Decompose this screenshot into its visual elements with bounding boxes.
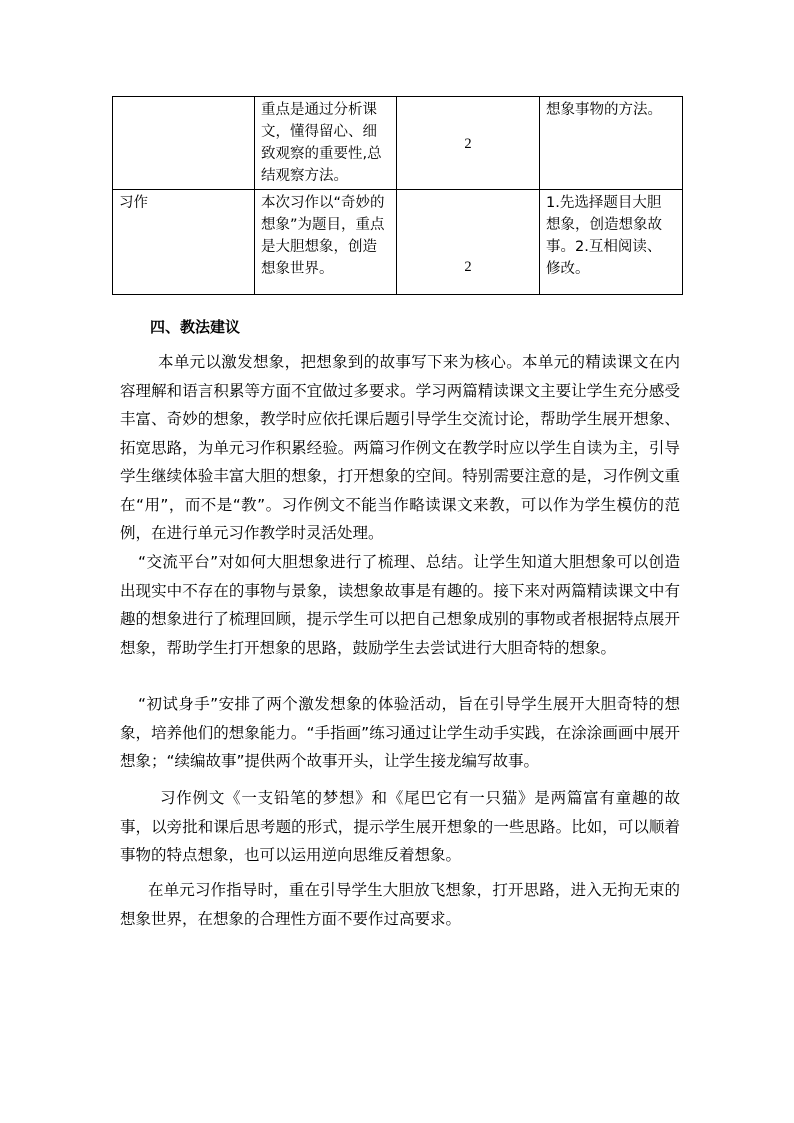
content-text: 重点是通过分析课文，懂得留心、细致观察的重要性,总结观察方法。 (261, 102, 382, 184)
table-row (113, 97, 683, 190)
lesson-plan-table (112, 96, 683, 295)
body-paragraph: 在单元习作指导时，重在引导学生大胆放飞想象，打开思路，进入无拘无束的想象世界，在想象的合理性方面不要作过高要求。 (120, 881, 680, 928)
hours-value: 2 (464, 259, 472, 275)
body-paragraph: 习作例文《一支铅笔的梦想》和《尾巴它有一只猫》是两篇富有童趣的故事，以旁批和课后思考题的形式，提示学生展开想象的一些思路。比如，可以顺着事物的特点想象，也可以运用逆向思维反着想象。 (120, 789, 680, 864)
hours-value: 2 (464, 136, 472, 152)
section-heading: 四、教法建议 (150, 318, 241, 336)
table-cell-category: 习作 (113, 190, 255, 295)
table-cell-content (255, 190, 397, 295)
table-cell-hours (397, 97, 540, 190)
body-paragraph: “交流平台”对如何大胆想象进行了梳理、总结。让学生知道大胆想象可以创造出现实中不存在的事物与景象，读想象故事是有趣的。接下来对两篇精读课文中有趣的想象进行了梳理回顾，提示学生可以把自己想象成别的事物或者根据特点展开想象，帮助学生打开想象的思路，鼓励学生去尝试进行大胆奇特的想象。 (120, 553, 680, 657)
table-cell-content (255, 97, 397, 190)
table-cell-method (540, 97, 683, 190)
body-paragraph: 本单元以激发想象，把想象到的故事写下来为核心。本单元的精读课文在内容理解和语言积累等方面不宜做过多要求。学习两篇精读课文主要让学生充分感受丰富、奇妙的想象，教学时应依托课后题引导学生交流讨论，帮助学生展开想象、拓宽思路，为单元习作积累经验。两篇习作例文在教学时应以学生自读为主，引导学生继续体验丰富大胆的想象，打开想象的空间。特别需要注意的是，习作例文重在“用”，而不是“教”。习作例文不能当作略读课文来教，可以作为学生模仿的范例，在进行单元习作教学时灵活处理。 (120, 353, 680, 542)
table-cell-hours (397, 190, 540, 295)
table-cell-method (540, 190, 683, 295)
body-paragraph: “初试身手”安排了两个激发想象的体验活动，旨在引导学生展开大胆奇特的想象，培养他们的想象能力。“手指画”练习通过让学生动手实践，在涂涂画画中展开想象；“续编故事”提供两个故事开头，让学生接龙编写故事。 (120, 695, 680, 770)
table-row (113, 190, 683, 295)
method-text: 1.先选择题目大胆想象，创造想象故事。2.互相阅读、修改。 (546, 195, 662, 277)
content-text: 本次习作以“奇妙的想象”为题目，重点是大胆想象，创造想象世界。 (261, 195, 385, 277)
table-cell-category (113, 97, 255, 190)
method-text: 想象事物的方法。 (546, 102, 662, 118)
